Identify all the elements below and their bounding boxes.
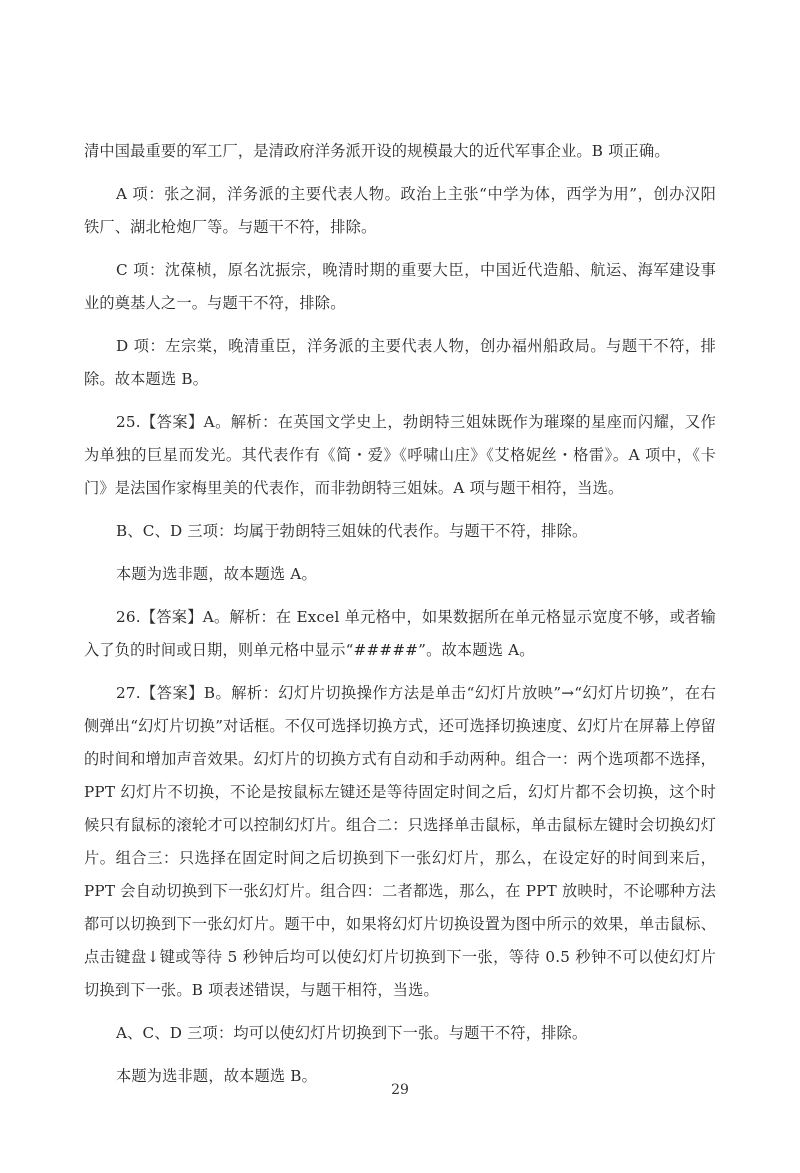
paragraph-q27-answer: 27.【答案】B。解析：幻灯片切换操作方法是单击“幻灯片放映”→“幻灯片切换”，在右侧弹出“幻灯片切换”对话框。不仅可选择切换方式，还可选择切换速度、幻灯片在屏幕上停留的时间和增加声音效果。幻灯片的切换方式有自动和手动两种。组合一：两个选项都不选择，PPT 幻灯片不切换，不论是按鼠标左键还是等待固定时间之后，幻灯片都不会切换，这个时候只有鼠标的滚轮才可以控制幻灯片。组合二：只选择单击鼠标，单击鼠标左键时会切换幻灯片。组合三：只选择在固定时间之后切换到下一张幻灯片，那么，在设定好的时间到来后，PPT 会自动切换到下一张幻灯片。组合四：二者都选，那么，在 PPT 放映时，不论哪种方法都可以切换到下一张幻灯片。题干中，如果将幻灯片切换设置为图中所示的效果，单击鼠标、点击键盘↓键或等待 5 秒钟后均可以使幻灯片切换到下一张，等待 0.5 秒钟不可以使幻灯片切换到下一张。B 项表述错误，与题干相符，当选。 [84,684,716,999]
paragraph-q25-options: B、C、D 三项：均属于勃朗特三姐妹的代表作。与题干不符，排除。 [116,522,588,540]
paragraph-q25-conclusion: 本题为选非题，故本题选 A。 [116,565,317,583]
paragraph-option-a: A 项：张之洞，洋务派的主要代表人物。政治上主张“中学为体，西学为用”，创办汉阳铁厂、湖北枪炮厂等。与题干不符，排除。 [84,185,716,236]
paragraph-option-d: D 项：左宗棠，晚清重臣，洋务派的主要代表人物，创办福州船政局。与题干不符，排除。故本题选 B。 [84,337,716,388]
paragraph-q27-options: A、C、D 三项：均可以使幻灯片切换到下一张。与题干不符，排除。 [116,1024,588,1042]
paragraph-q25-answer: 25.【答案】A。解析：在英国文学史上，勃朗特三姐妹既作为璀璨的星座而闪耀，又作为单独的巨星而发光。其代表作有《简・爱》《呼啸山庄》《艾格妮丝・格雷》。A 项中，《卡门》是法国作家梅里美的代表作，而非勃朗特三姐妹。A 项与题干相符，当选。 [84,413,716,497]
paragraph-q26-answer: 26.【答案】A。解析：在 Excel 单元格中，如果数据所在单元格显示宽度不够，或者输入了负的时间或日期，则单元格中显示“#####”。故本题选 A。 [84,608,716,659]
page-number: 29 [391,1082,409,1098]
answer-explanation-text [84,135,716,1103]
paragraph-continuation: 清中国最重要的军工厂，是清政府洋务派开设的规模最大的近代军事企业。B 项正确。 [84,142,670,160]
paragraph-q27-conclusion: 本题为选非题，故本题选 B。 [116,1067,318,1085]
paragraph-option-c: C 项：沈葆桢，原名沈振宗，晚清时期的重要大臣，中国近代造船、航运、海军建设事业的奠基人之一。与题干不符，排除。 [84,261,716,312]
